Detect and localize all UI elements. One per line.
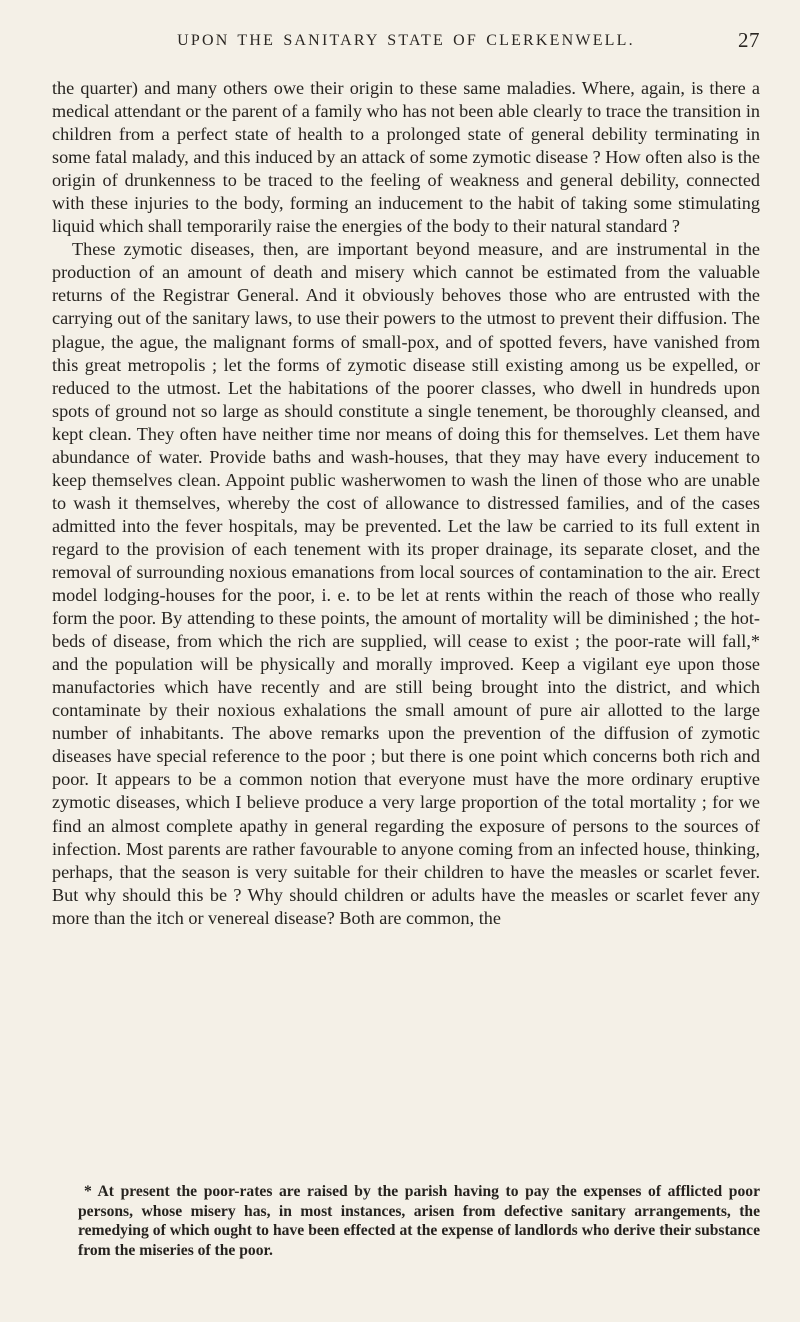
footnote-text: * At present the poor-rates are raised by the parish having to pay the expenses of afflicted poor persons, whose misery has, in most instances, arisen from defective sanitary arrangements, the remedying of which ought to have been effected at the expense of landlords who derive their substance from the miseries of the poor. xyxy=(78,1183,760,1259)
running-head xyxy=(52,30,760,54)
footnote xyxy=(78,1182,760,1260)
paragraph-zymotic-diseases: These zymotic diseases, then, are important beyond measure, and are instrumental in the production of an amount of death and misery which cannot be estimated from the valuable returns of the Registrar General. And it obviously behoves those who are entrusted with the carrying out of the sanitary laws, to use their powers to the utmost to prevent their diffusion. The plague, the ague, the malignant forms of small-pox, and of spotted fevers, have vanished from this great metropolis ; let the forms of zymotic disease still existing among us be expelled, or reduced to the utmost. Let the habitations of the poorer classes, who dwell in hundreds upon spots of ground not so large as should constitute a single tenement, be thoroughly cleansed, and kept clean. They often have neither time nor means of doing this for themselves. Let them have abundance of water. Provide baths and wash-houses, that they may have every inducement to keep themselves clean. Appoint public washerwomen to wash the linen of those who are unable to wash it themselves, whereby the cost of allowance to distressed families, and of the cases admitted into the fever hospitals, may be prevented. Let the law be carried to its full extent in regard to the provision of each tenement with its proper drainage, its separate closet, and the removal of surrounding noxious emanations from local sources of contamination to the air. Erect model lodging-houses for the poor, i. e. to be let at rents within the reach of those who really form the poor. By attending to these points, the amount of mortality will be diminished ; the hot-beds of disease, from which the rich are supplied, will cease to exist ; the poor-rate will fall,* and the population will be physically and morally improved. Keep a vigilant eye upon those manufactories which have recently and are still being brought into the district, and which contaminate by their noxious exhalations the small amount of pure air allotted to the large number of inhabitants. The above remarks upon the prevention of the diffusion of zymotic diseases have special reference to the poor ; but there is one point which concerns both rich and poor. It appears to be a common notion that everyone must have the more ordinary eruptive zymotic diseases, which I believe produce a very large proportion of the total mortality ; for we find an almost complete apathy in general regarding the exposure of persons to the sources of infection. Most parents are rather favourable to anyone coming from an infected house, thinking, perhaps, that the season is very suitable for their children to have the measles or scarlet fever. But why should this be ? Why should children or adults have the measles or scarlet fever any more than the itch or venereal disease? Both are common, the xyxy=(52,239,760,928)
page-number: 27 xyxy=(738,28,760,52)
running-title: UPON THE SANITARY STATE OF CLERKENWELL. xyxy=(177,32,635,49)
paragraph-continued: the quarter) and many others owe their origin to these same maladies. Where, again, is there a medical attendant or the parent of a family who has not been able clearly to trace the transition in children from a perfect state of health to a prolonged state of general debility terminating in some fatal malady, and this induced by an attack of some zymotic disease ? How often also is the origin of drunkenness to be traced to the feeling of weakness and general debility, connected with these injuries to the body, forming an inducement to the habit of taking some stimulating liquid which shall temporarily raise the energies of the body to their natural standard ? xyxy=(52,78,760,237)
body-text xyxy=(52,77,760,930)
